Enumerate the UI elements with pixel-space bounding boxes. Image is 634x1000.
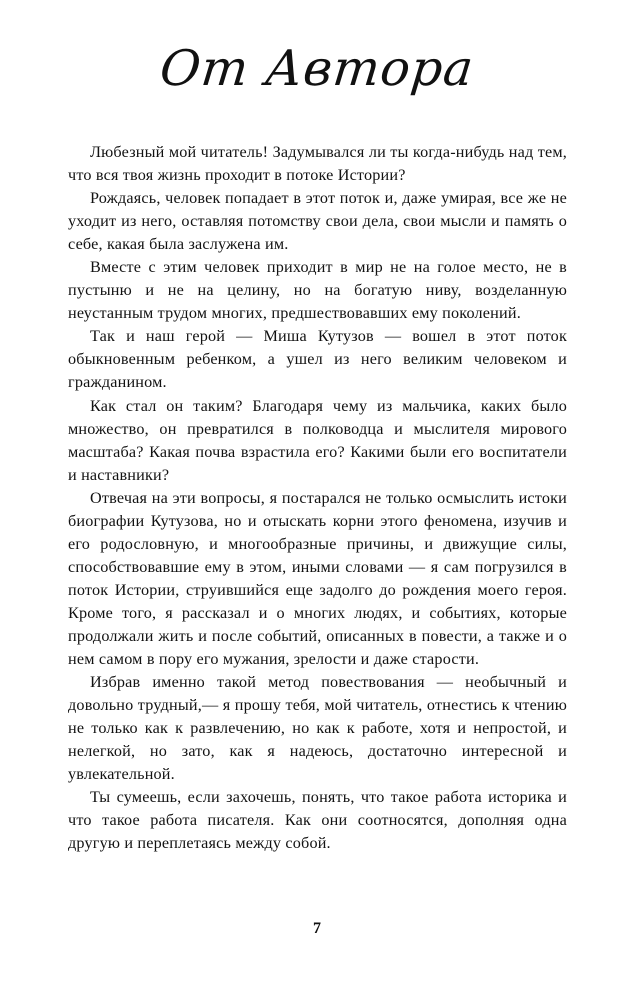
chapter-title: От Автора bbox=[157, 40, 477, 97]
body-text-block bbox=[68, 141, 567, 855]
page-number: 7 bbox=[313, 920, 321, 937]
paragraph: Как стал он таким? Благодаря чему из мальчика, каких было множество, он превратился в полководца и мыслителя мирового масштаба? Какая почва взрастила его? Какими были его воспитатели и наставники? bbox=[68, 396, 567, 484]
paragraph: Ты сумеешь, если захочешь, понять, что такое работа историка и что такое работа писателя. Как они соотносятся, дополняя одна другую и переплетаясь между собой. bbox=[68, 788, 567, 853]
paragraph: Любезный мой читатель! Задумывался ли ты когда-нибудь над тем, что вся твоя жизнь проходит в потоке Истории? bbox=[68, 143, 567, 185]
paragraph: Рождаясь, человек попадает в этот поток и, даже умирая, все же не уходит из него, оставляя потомству свои дела, свои мысли и память о себе, какая была заслужена им. bbox=[68, 189, 567, 254]
paragraph: Избрав именно такой метод повествования — необычный и довольно трудный,— я прошу тебя, мой читатель, отнестись к чтению не только как к развлечению, но как к работе, хотя и непростой, и нелегкой, но зато, как я надеюсь, достаточно интересной и увлекательной. bbox=[68, 673, 567, 784]
paragraph: Так и наш герой — Миша Кутузов — вошел в этот поток обыкновенным ребенком, а ушел из него великим человеком и гражданином. bbox=[68, 327, 567, 392]
paragraph: Отвечая на эти вопросы, я постарался не только осмыслить истоки биографии Кутузова, но и отыскать корни этого феномена, изучив и его родословную, и многообразные причины, и движущие силы, способствовавшие ему в этом, иными словами — я сам погрузился в поток Истории, струившийся еще задолго до рождения моего героя. Кроме того, я рассказал и о многих людях, и событиях, которые продолжали жить и после событий, описанных в повести, а также и о нем самом в пору его мужания, зрелости и даже старости. bbox=[68, 488, 567, 669]
paragraph: Вместе с этим человек приходит в мир не на голое место, не в пустыню и не на целину, но на богатую ниву, возделанную неустанным трудом многих, предшествовавших ему поколений. bbox=[68, 258, 567, 323]
